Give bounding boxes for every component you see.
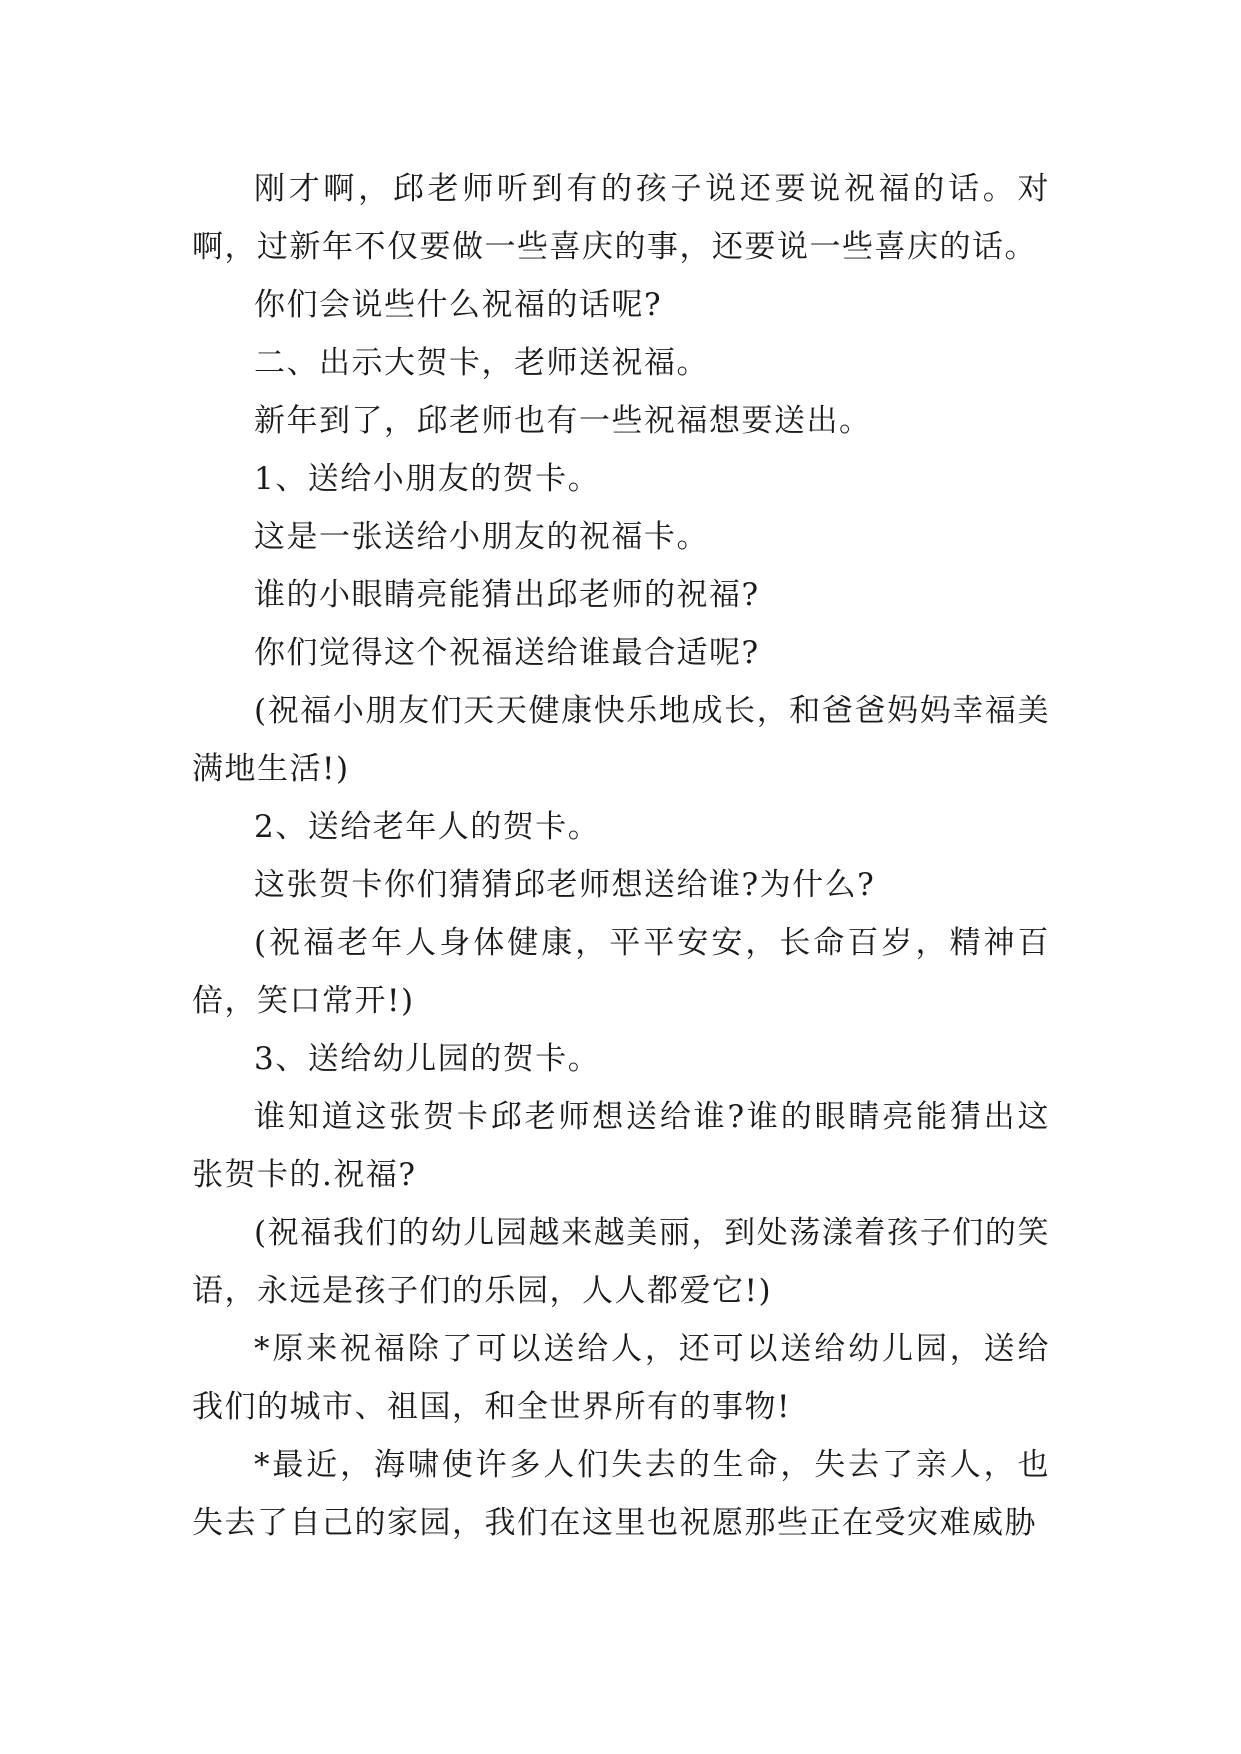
paragraph: 你们觉得这个祝福送给谁最合适呢? — [254, 635, 760, 671]
list-item-heading: 1、送给小朋友的贺卡。 — [254, 461, 601, 497]
paragraph: 这是一张送给小朋友的祝福卡。 — [254, 519, 709, 555]
list-item-heading: 3、送给幼儿园的贺卡。 — [254, 1041, 601, 1077]
section-heading: 二、出示大贺卡，老师送祝福。 — [254, 345, 709, 381]
paragraph: 新年到了，邱老师也有一些祝福想要送出。 — [254, 403, 872, 439]
paragraph: (祝福老年人身体健康，平平安安，长命百岁，精神百倍，笑口常开!) — [192, 925, 1050, 1019]
paragraph: 刚才啊，邱老师听到有的孩子说还要说祝福的话。对啊，过新年不仅要做一些喜庆的事，还要说一些喜庆的话。 — [192, 171, 1050, 265]
paragraph: 这张贺卡你们猜猜邱老师想送给谁?为什么? — [254, 867, 876, 903]
paragraph: (祝福我们的幼儿园越来越美丽，到处荡漾着孩子们的笑语，永远是孩子们的乐园，人人都爱它!) — [192, 1215, 1050, 1309]
paragraph: *原来祝福除了可以送给人，还可以送给幼儿园，送给我们的城市、祖国，和全世界所有的事物! — [192, 1331, 1050, 1425]
paragraph: (祝福小朋友们天天健康快乐地成长，和爸爸妈妈幸福美满地生活!) — [192, 693, 1050, 787]
document-page — [192, 160, 1050, 1552]
paragraph: 谁的小眼睛亮能猜出邱老师的祝福? — [254, 577, 760, 613]
paragraph: 你们会说些什么祝福的话呢? — [254, 287, 663, 323]
paragraph: *最近，海啸使许多人们失去的生命，失去了亲人，也失去了自己的家园，我们在这里也祝愿那些正在受灾难威胁 — [192, 1447, 1050, 1541]
list-item-heading: 2、送给老年人的贺卡。 — [254, 809, 601, 845]
paragraph: 谁知道这张贺卡邱老师想送给谁?谁的眼睛亮能猜出这张贺卡的.祝福? — [192, 1099, 1050, 1193]
